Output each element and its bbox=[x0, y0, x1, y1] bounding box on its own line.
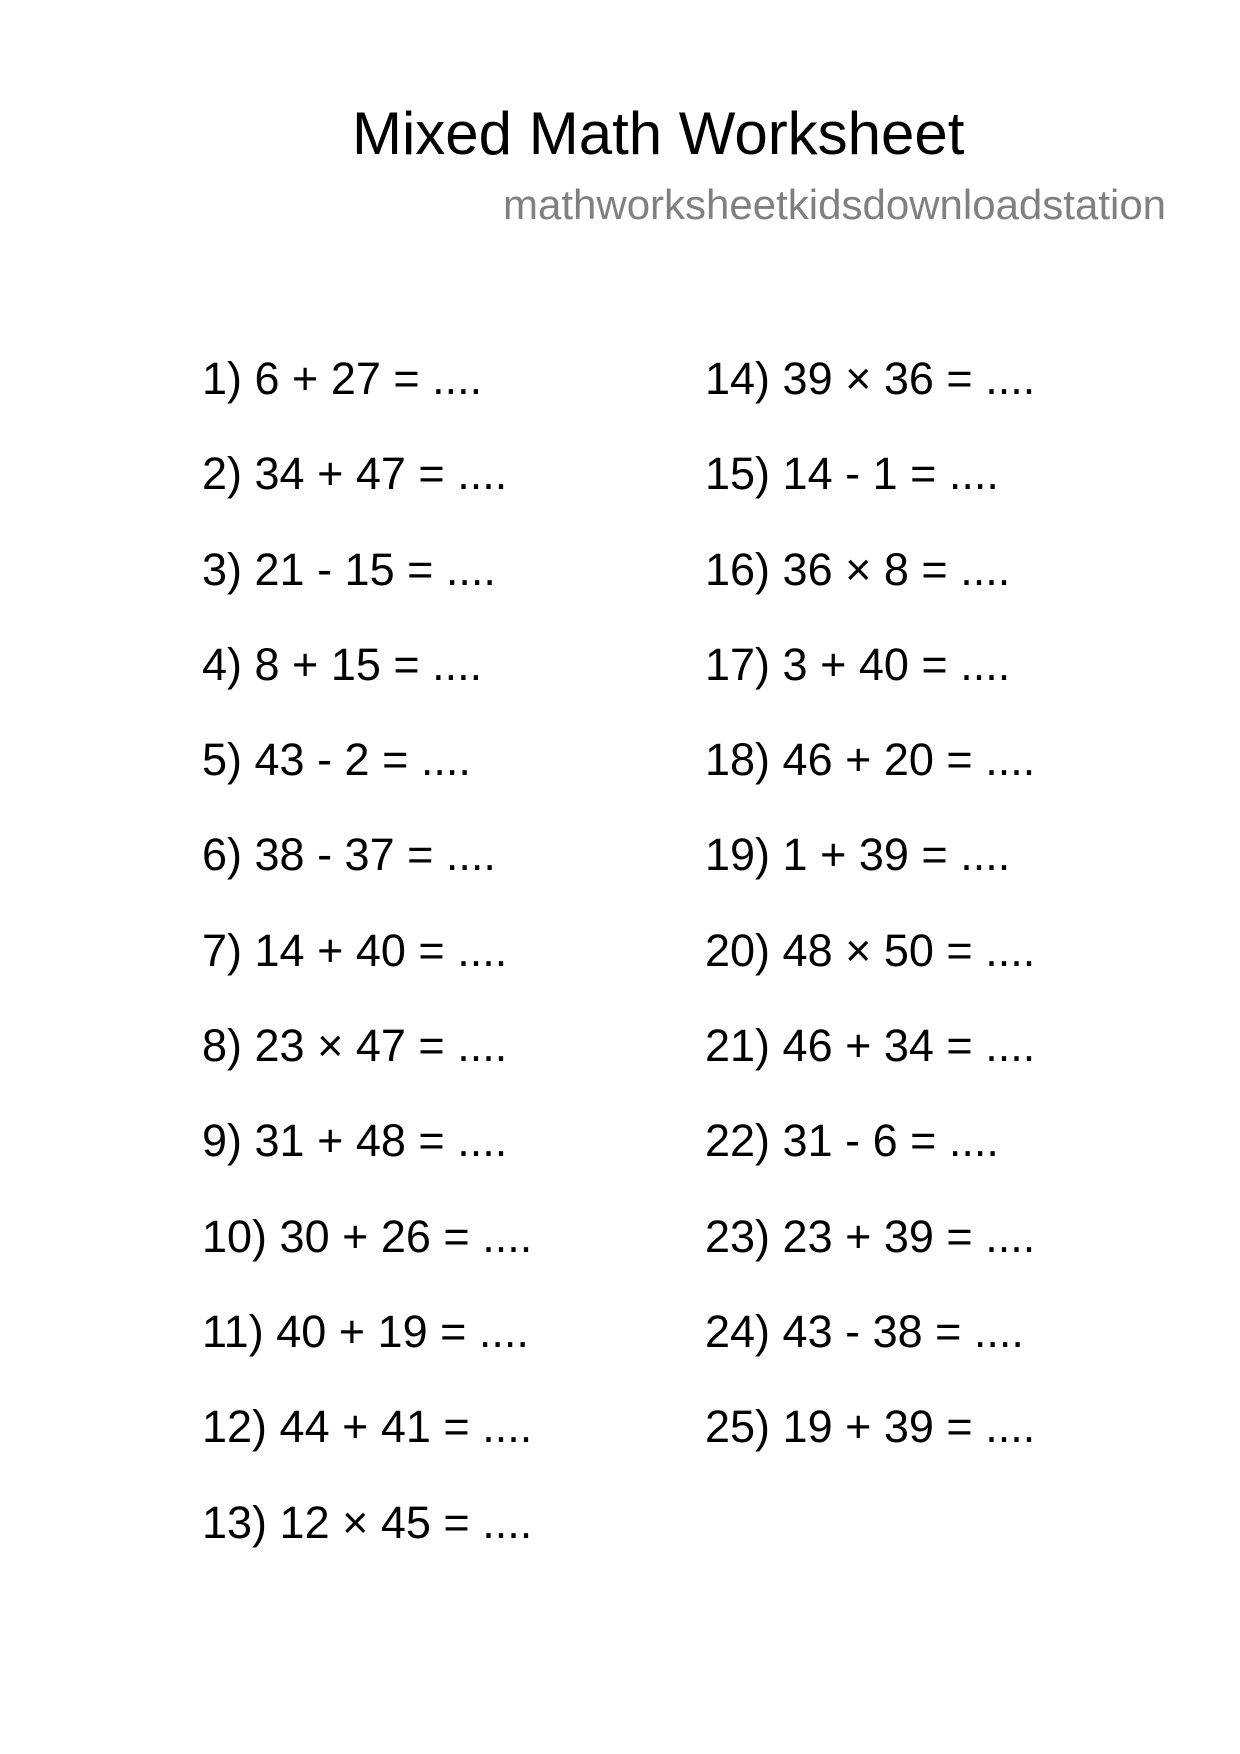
problem-item: 16) 36 × 8 = .... bbox=[705, 543, 1011, 595]
problem-item: 24) 43 - 38 = .... bbox=[705, 1305, 1024, 1357]
problem-item: 7) 14 + 40 = .... bbox=[202, 924, 508, 976]
problem-item: 2) 34 + 47 = .... bbox=[202, 448, 508, 500]
problem-item: 18) 46 + 20 = .... bbox=[705, 734, 1036, 786]
problem-item: 21) 46 + 34 = .... bbox=[705, 1020, 1036, 1072]
problem-item: 9) 31 + 48 = .... bbox=[202, 1115, 508, 1167]
site-watermark: mathworksheetkidsdownloadstation bbox=[503, 181, 1167, 228]
problem-item: 8) 23 × 47 = .... bbox=[202, 1020, 508, 1072]
problem-item: 19) 1 + 39 = .... bbox=[705, 829, 1011, 881]
problem-item: 20) 48 × 50 = .... bbox=[705, 924, 1036, 976]
problem-item: 10) 30 + 26 = .... bbox=[202, 1210, 533, 1262]
problem-item: 15) 14 - 1 = .... bbox=[705, 448, 999, 500]
problem-item: 11) 40 + 19 = .... bbox=[202, 1305, 529, 1357]
problem-item: 17) 3 + 40 = .... bbox=[705, 638, 1011, 690]
problem-item: 23) 23 + 39 = .... bbox=[705, 1210, 1036, 1262]
problem-item: 25) 19 + 39 = .... bbox=[705, 1401, 1036, 1453]
page-title: Mixed Math Worksheet bbox=[352, 100, 965, 167]
problem-item: 5) 43 - 2 = .... bbox=[202, 734, 471, 786]
problems-column-right bbox=[705, 348, 1035, 1492]
problem-item: 1) 6 + 27 = .... bbox=[202, 353, 483, 404]
problem-item: 13) 12 × 45 = .... bbox=[202, 1496, 533, 1548]
problem-item: 6) 38 - 37 = .... bbox=[202, 829, 496, 881]
problems-column-left bbox=[202, 348, 532, 1587]
problem-item: 12) 44 + 41 = .... bbox=[202, 1401, 533, 1453]
problem-item: 4) 8 + 15 = .... bbox=[202, 638, 483, 690]
problem-item: 14) 39 × 36 = .... bbox=[705, 353, 1036, 404]
problem-item: 3) 21 - 15 = .... bbox=[202, 543, 496, 595]
problem-item: 22) 31 - 6 = .... bbox=[705, 1115, 999, 1167]
